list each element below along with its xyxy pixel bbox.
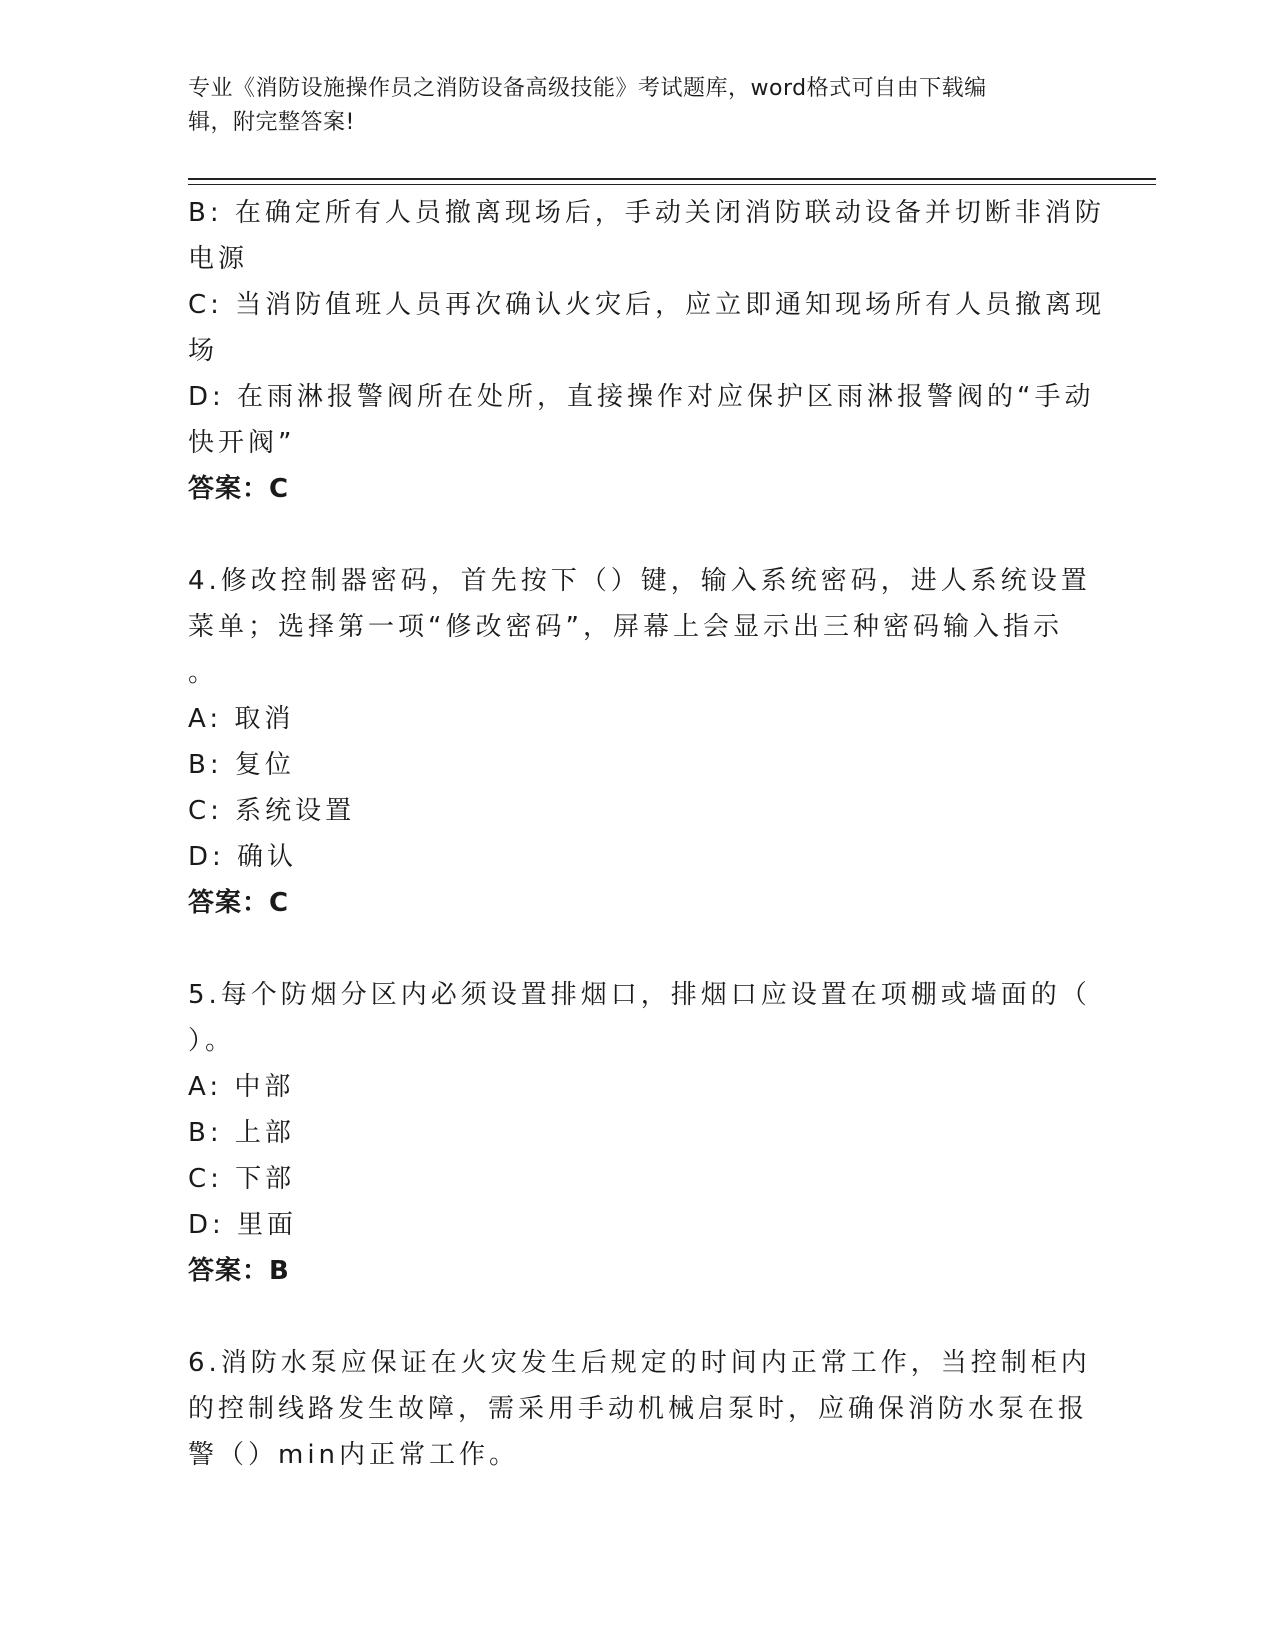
q4-option-b: B: 复位 [188,750,295,780]
q5-option-a: A: 中部 [188,1072,295,1102]
question-4 [188,558,1091,926]
question-6 [188,1340,1091,1478]
spacer [188,512,1078,558]
header-line-1: 专业《消防设施操作员之消防设备高级技能》考试题库，word格式可自由下载编 [188,76,987,101]
q3-option-b-line-2: 电源 [188,244,249,274]
q4-option-c: C: 系统设置 [188,796,356,826]
q5-answer: 答案：B [188,1256,290,1286]
spacer [188,926,1078,972]
header-line-2: 辑，附完整答案! [188,110,355,135]
q4-stem-line-1: 4.修改控制器密码，首先按下（）键，输入系统密码，进人系统设置 [188,566,1091,596]
q6-stem-line-1: 6.消防水泵应保证在火灾发生后规定的时间内正常工作，当控制柜内 [188,1348,1091,1378]
q4-option-a: A: 取消 [188,704,295,734]
q5-option-d: D: 里面 [188,1210,298,1240]
q5-option-c: C: 下部 [188,1164,296,1194]
question-3-options [188,190,1106,512]
question-content [188,190,1106,1478]
q3-option-b-line-1: B: 在确定所有人员撤离现场后，手动关闭消防联动设备并切断非消防 [188,198,1105,228]
q3-option-c-line-2: 场 [188,336,219,366]
q5-stem-line-2: ）。 [188,1026,236,1056]
q6-stem-line-3: 警（）min内正常工作。 [188,1440,520,1470]
q5-stem-line-1: 5.每个防烟分区内必须设置排烟口，排烟口应设置在项棚或墙面的（ [188,980,1091,1010]
q5-option-b: B: 上部 [188,1118,295,1148]
q3-option-c-line-1: C: 当消防值班人员再次确认火灾后，应立即通知现场所有人员撤离现 [188,290,1106,320]
question-5 [188,972,1091,1294]
q4-stem-line-3: 。 [188,658,219,688]
spacer [188,1294,1078,1340]
q3-option-d-line-2: 快开阀” [188,428,296,458]
header-divider-thick [188,178,1156,180]
q6-stem-line-2: 的控制线路发生故障，需采用手动机械启泵时，应确保消防水泵在报 [188,1394,1089,1424]
document-header [188,72,1068,140]
q3-option-d-line-1: D: 在雨淋报警阀所在处所，直接操作对应保护区雨淋报警阀的“手动 [188,382,1095,412]
q4-stem-line-2: 菜单；选择第一项“修改密码”，屏幕上会显示出三种密码输入指示 [188,612,1063,642]
header-divider-thin [188,184,1156,185]
q4-option-d: D: 确认 [188,842,298,872]
q4-answer: 答案：C [188,888,290,918]
q3-answer: 答案：C [188,474,290,504]
